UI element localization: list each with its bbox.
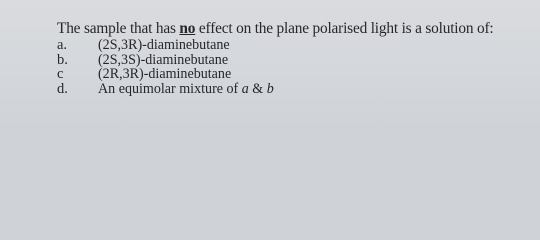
option-var-b: b — [266, 80, 274, 97]
option-text — [98, 82, 274, 97]
option-ampersand: & — [248, 80, 267, 97]
option-letter: c — [57, 66, 64, 82]
option-text: (2R,3R)-diaminebutane — [98, 66, 232, 82]
question-text-end: effect on the plane polarised light is a solution of: — [195, 20, 494, 37]
option-letter: d. — [57, 80, 68, 97]
question-emphasis: no — [179, 20, 196, 37]
option-var-a: a — [241, 80, 249, 97]
option-text: (2S,3R)-diaminebutane — [98, 37, 230, 53]
option-text-main: An equimolar mixture of — [98, 80, 242, 97]
option-letter: b. — [57, 51, 68, 68]
question-text-start: The sample that has — [57, 20, 180, 37]
option-text: (2S,3S)-diaminebutane — [98, 51, 229, 68]
question-text — [57, 20, 493, 38]
option-letter: a. — [57, 37, 68, 53]
